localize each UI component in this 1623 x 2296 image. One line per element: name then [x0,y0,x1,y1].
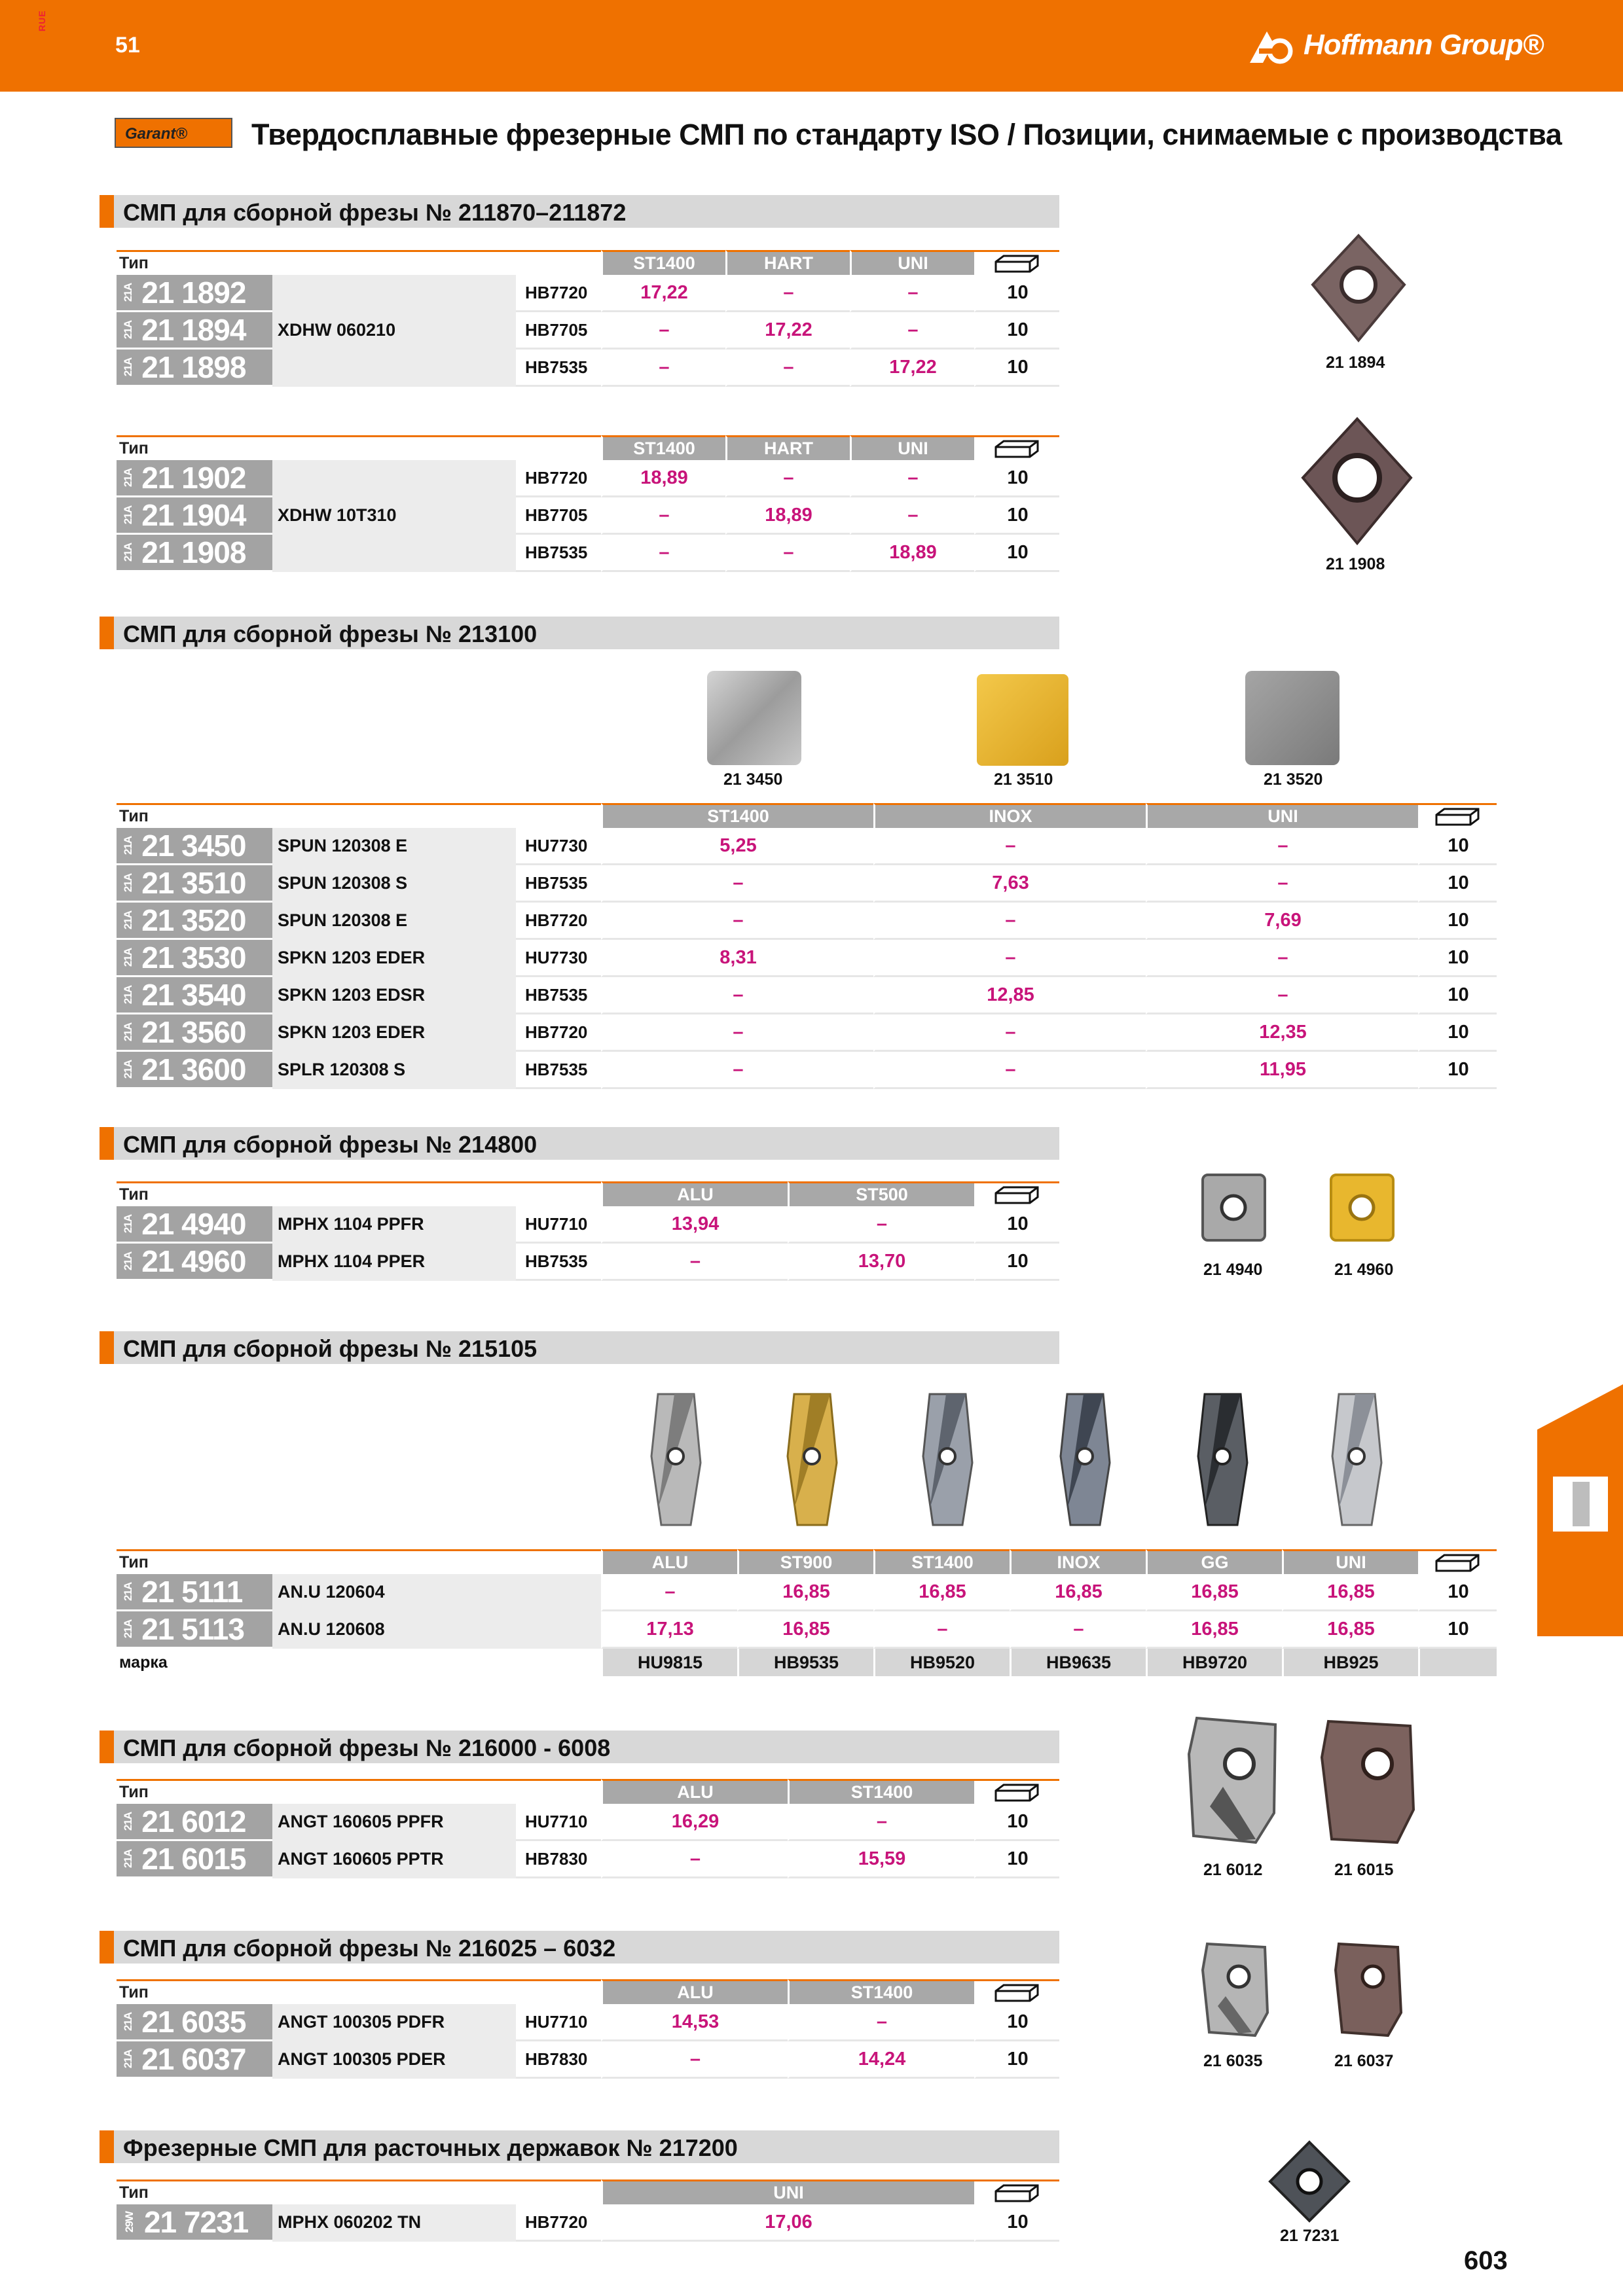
pack-qty: 10 [1418,1611,1497,1649]
price: 14,24 [788,2041,974,2079]
pack-qty: 10 [1418,977,1497,1014]
table-211870-b [117,435,1059,572]
pack-qty: 10 [974,1206,1059,1244]
table-row [117,1052,1497,1089]
table-row [117,903,1497,940]
price: – [1146,977,1418,1014]
price: – [601,865,873,903]
pack-icon [974,2179,1059,2204]
col-st500: ST500 [788,1181,974,1206]
table-row [117,1841,1059,1878]
design: SPUN 120308 E [272,903,516,940]
col-st1400: ST1400 [788,1779,974,1804]
col-type: Тип [117,250,272,275]
design: ANGT 160605 PPFR [272,1804,516,1841]
price: – [850,497,974,535]
table-row [117,497,1059,535]
price: – [601,2041,788,2079]
article-number: 21A 21 6035 [117,2004,272,2041]
table-214800 [117,1181,1059,1281]
price: – [601,1841,788,1878]
pack-icon [974,1181,1059,1206]
table-row [117,2004,1059,2041]
insert-image-alu [648,1391,704,1528]
price: 16,85 [873,1574,1010,1611]
price: 16,85 [1282,1611,1418,1649]
table-row [117,940,1497,977]
col-inox: INOX [873,803,1146,828]
insert-image-217231 [1267,2139,1352,2224]
design: XDHW 060210 [272,275,516,387]
table-row [117,1014,1497,1052]
design: ANGT 100305 PDER [272,2041,516,2079]
col-uni: UNI [850,435,974,460]
price: 13,70 [788,1244,974,1281]
col-type: Тип [117,1549,272,1574]
col-alu: ALU [601,1779,788,1804]
table-213100 [117,803,1497,1089]
price: 16,85 [1282,1574,1418,1611]
col-uni: UNI [1146,803,1418,828]
article-number: 21A 21 1904 [117,497,272,535]
table-row [117,1804,1059,1841]
price: – [601,1244,788,1281]
table-row [117,312,1059,350]
insert-image-214960 [1328,1172,1396,1244]
design: AN.U 120604 [272,1574,601,1611]
table-216025 [117,1979,1059,2079]
design: SPLR 120308 S [272,1052,516,1089]
col-inox: INOX [1010,1549,1146,1574]
table-row [117,865,1497,903]
price: 17,22 [850,350,974,387]
table-211870-a [117,250,1059,387]
col-st1400: ST1400 [788,1979,974,2004]
col-type: Тип [117,1779,272,1804]
price: 14,53 [601,2004,788,2041]
price: – [788,1206,974,1244]
article-number: 21A 21 5111 [117,1574,272,1611]
page-number-top: 51 [115,33,140,58]
insert-image-213520 [1245,671,1340,765]
pack-icon [974,435,1059,460]
marks-label: марка [119,1653,168,1672]
price: 17,06 [601,2204,974,2242]
design: MPHX 060202 TN [272,2204,516,2242]
price: – [601,903,873,940]
price: – [601,497,725,535]
table-row [117,2204,1059,2242]
col-st900: ST900 [737,1549,873,1574]
col-gg: GG [1146,1549,1282,1574]
grade: HB7720 [516,1014,601,1052]
price: – [850,275,974,312]
table-215105 [117,1549,1497,1676]
col-alu: ALU [601,1549,737,1574]
image-caption: 21 3520 [1264,770,1323,789]
grade: HB7720 [516,2204,601,2242]
article-number: 21A 21 3540 [117,977,272,1014]
price: 18,89 [850,535,974,572]
price: – [601,535,725,572]
insert-image-211908 [1300,416,1414,547]
price: – [725,535,850,572]
section-header-211870: СМП для сборной фрезы № 211870–211872 [100,195,1059,228]
image-caption: 21 6012 [1203,1861,1263,1879]
image-caption: 21 3510 [994,770,1053,789]
insert-image-uni [1329,1391,1385,1528]
design: SPKN 1203 EDER [272,940,516,977]
pack-icon [974,1779,1059,1804]
table-row [117,1206,1059,1244]
pack-qty: 10 [974,497,1059,535]
insert-image-st900 [784,1391,840,1528]
design: SPUN 120308 S [272,865,516,903]
col-hart: HART [725,250,850,275]
pack-qty: 10 [974,535,1059,572]
marks-row [117,1649,1497,1676]
pack-qty: 10 [974,312,1059,350]
pack-icon [974,1979,1059,2004]
grade: HU7710 [516,1206,601,1244]
price: 16,85 [1010,1574,1146,1611]
article-number: 21A 21 1898 [117,350,272,387]
design: SPKN 1203 EDSR [272,977,516,1014]
article-number: 21A 21 3600 [117,1052,272,1089]
table-row [117,1244,1059,1281]
price: – [873,1052,1146,1089]
price: – [873,1611,1010,1649]
grade-mark: HB9635 [1010,1649,1146,1676]
design: SPKN 1203 EDER [272,1014,516,1052]
price: 12,85 [873,977,1146,1014]
article-number: 21A 21 1902 [117,460,272,497]
article-number: 21A 21 3560 [117,1014,272,1052]
price: – [788,2004,974,2041]
col-uni: UNI [601,2179,974,2204]
price: 5,25 [601,828,873,865]
price: – [601,1052,873,1089]
grade: HB7720 [516,903,601,940]
insert-image-211894 [1309,232,1408,344]
table-row [117,460,1059,497]
article-number: 21A 21 6015 [117,1841,272,1878]
pack-qty: 10 [974,1244,1059,1281]
grade-mark: HB925 [1282,1649,1418,1676]
grade: HB7720 [516,275,601,312]
price: – [725,350,850,387]
insert-image-213510 [977,674,1068,766]
price: – [873,1014,1146,1052]
grade: HB7720 [516,460,601,497]
chapter-tab-icon [1549,1473,1612,1535]
table-row [117,828,1497,865]
price: 16,85 [737,1611,873,1649]
price: 7,63 [873,865,1146,903]
section-header-217200: Фрезерные СМП для расточных державок № 217200 [100,2130,1059,2163]
design: MPHX 1104 PPFR [272,1206,516,1244]
insert-image-214940 [1199,1172,1268,1244]
grade: HB7535 [516,1052,601,1089]
price: – [873,828,1146,865]
insert-image-216035 [1199,1941,1271,2039]
grade: HU7710 [516,2004,601,2041]
price: 17,22 [601,275,725,312]
article-number: 21A 21 3520 [117,903,272,940]
price: 16,85 [1146,1611,1282,1649]
pack-qty: 10 [1418,1052,1497,1089]
price: 12,35 [1146,1014,1418,1052]
table-row [117,1574,1497,1611]
pack-qty: 10 [1418,1014,1497,1052]
price: – [725,460,850,497]
price: – [873,940,1146,977]
price: – [725,275,850,312]
col-type: Тип [117,1979,272,2004]
price: – [1146,828,1418,865]
hoffmann-logo: Hoffmann Group® [1304,29,1544,61]
col-type: Тип [117,803,272,828]
grade-mark: HB9520 [873,1649,1010,1676]
table-row [117,1611,1497,1649]
price: 16,85 [1146,1574,1282,1611]
section-header-214800: СМП для сборной фрезы № 214800 [100,1127,1059,1160]
article-number: 21A 21 6012 [117,1804,272,1841]
table-217200 [117,2179,1059,2242]
price: – [873,903,1146,940]
image-caption: 21 6015 [1334,1861,1394,1879]
grade: HB7705 [516,497,601,535]
pack-qty: 10 [1418,1574,1497,1611]
price: 15,59 [788,1841,974,1878]
col-st1400: ST1400 [601,803,873,828]
grade: HB7535 [516,350,601,387]
design: ANGT 100305 PDFR [272,2004,516,2041]
image-caption: 21 6035 [1203,2052,1263,2070]
article-number: 21A 21 4960 [117,1244,272,1281]
article-number: 21A 21 4940 [117,1206,272,1244]
price: – [601,1014,873,1052]
insert-image-216012 [1184,1715,1282,1846]
design: ANGT 160605 PPTR [272,1841,516,1878]
grade: HU7710 [516,1804,601,1841]
image-caption: 21 4960 [1334,1261,1394,1279]
price: 17,13 [601,1611,737,1649]
grade-mark: HB9535 [737,1649,873,1676]
article-number: 21A 21 1908 [117,535,272,572]
price: 13,94 [601,1206,788,1244]
col-type: Тип [117,2179,272,2204]
price: – [1146,940,1418,977]
pack-qty: 10 [974,350,1059,387]
page-title: Твердосплавные фрезерные СМП по стандарту ISO / Позиции, снимаемые с производства [251,118,1562,151]
price: – [601,977,873,1014]
col-uni: UNI [850,250,974,275]
pack-qty: 10 [974,275,1059,312]
price: 18,89 [725,497,850,535]
table-row [117,275,1059,312]
pack-qty: 10 [1418,940,1497,977]
image-caption: 21 1894 [1326,353,1385,372]
pack-qty: 10 [974,1841,1059,1878]
image-caption: 21 1908 [1326,555,1385,573]
article-number: 21A 21 1894 [117,312,272,350]
insert-image-st1400 [920,1391,976,1528]
grade-mark: HB9720 [1146,1649,1282,1676]
image-caption: 21 7231 [1280,2227,1340,2245]
col-alu: ALU [601,1979,788,2004]
language-code: RUE [37,10,47,31]
col-alu: ALU [601,1181,788,1206]
pack-qty: 10 [974,1804,1059,1841]
insert-image-inox [1057,1391,1113,1528]
table-row [117,350,1059,387]
col-st1400: ST1400 [873,1549,1010,1574]
design: SPUN 120308 E [272,828,516,865]
insert-image-216015 [1319,1718,1417,1846]
pack-icon [1418,803,1497,828]
pack-qty: 10 [974,2004,1059,2041]
price: – [601,350,725,387]
article-number: 21A 21 5113 [117,1611,272,1649]
table-row [117,2041,1059,2079]
table-row [117,977,1497,1014]
col-hart: HART [725,435,850,460]
grade-mark-empty [1418,1649,1497,1676]
price: – [601,312,725,350]
image-caption: 21 6037 [1334,2052,1394,2070]
col-type: Тип [117,435,272,460]
article-number: 21A 21 6037 [117,2041,272,2079]
design: AN.U 120608 [272,1611,601,1649]
price: – [788,1804,974,1841]
article-number: 21A 21 3450 [117,828,272,865]
insert-image-213450 [707,671,801,765]
pack-qty: 10 [974,2041,1059,2079]
price: 8,31 [601,940,873,977]
article-number: 21A 21 1892 [117,275,272,312]
article-number: 21A 21 3530 [117,940,272,977]
pack-icon [974,250,1059,275]
grade: HU7730 [516,940,601,977]
garant-logo: Garant® [115,118,232,148]
price: 17,22 [725,312,850,350]
price: 16,85 [737,1574,873,1611]
grade: HB7535 [516,535,601,572]
design: XDHW 10T310 [272,460,516,572]
pack-qty: 10 [1418,865,1497,903]
price: 7,69 [1146,903,1418,940]
pack-qty: 10 [1418,903,1497,940]
insert-image-gg [1195,1391,1250,1528]
grade: HB7535 [516,977,601,1014]
grade: HB7830 [516,2041,601,2079]
price: 11,95 [1146,1052,1418,1089]
pack-qty: 10 [974,2204,1059,2242]
grade-mark: HU9815 [601,1649,737,1676]
price: 18,89 [601,460,725,497]
price: – [1146,865,1418,903]
article-number: 29W 21 7231 [117,2204,272,2242]
page-number-bottom: 603 [1464,2246,1508,2275]
section-header-216025: СМП для сборной фрезы № 216025 – 6032 [100,1931,1059,1964]
image-caption: 21 4940 [1203,1261,1263,1279]
price: – [850,460,974,497]
table-216000 [117,1779,1059,1878]
image-caption: 21 3450 [723,770,783,789]
pack-qty: 10 [1418,828,1497,865]
article-number: 21A 21 3510 [117,865,272,903]
price: – [601,1574,737,1611]
col-st1400: ST1400 [601,435,725,460]
col-type: Тип [117,1181,272,1206]
grade: HB7705 [516,312,601,350]
section-header-216000: СМП для сборной фрезы № 216000 - 6008 [100,1731,1059,1763]
price: 16,29 [601,1804,788,1841]
insert-image-216037 [1332,1941,1404,2039]
col-st1400: ST1400 [601,250,725,275]
grade: HB7830 [516,1841,601,1878]
col-uni: UNI [1282,1549,1418,1574]
price: – [850,312,974,350]
pack-icon [1418,1549,1497,1574]
grade: HB7535 [516,865,601,903]
grade: HB7535 [516,1244,601,1281]
price: – [1010,1611,1146,1649]
pack-qty: 10 [974,460,1059,497]
section-header-215105: СМП для сборной фрезы № 215105 [100,1331,1059,1364]
section-header-213100: СМП для сборной фрезы № 213100 [100,617,1059,649]
table-row [117,535,1059,572]
grade: HU7730 [516,828,601,865]
design: MPHX 1104 PPER [272,1244,516,1281]
